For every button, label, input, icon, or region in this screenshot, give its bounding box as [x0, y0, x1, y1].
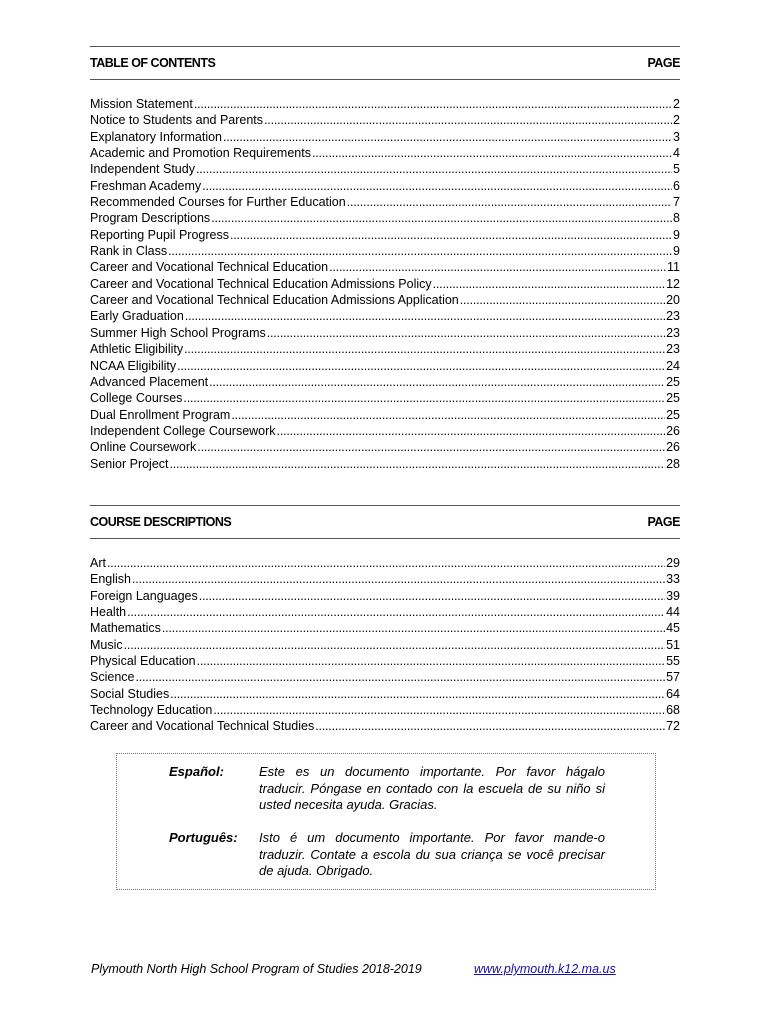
dot-leader — [315, 718, 665, 734]
entry-title: Mission Statement — [90, 97, 193, 111]
dot-leader — [329, 259, 666, 275]
toc-entry[interactable] — [90, 243, 680, 259]
entry-title: NCAA Eligibility — [90, 358, 177, 373]
toc-entry[interactable] — [90, 407, 680, 423]
entry-title: Early Graduation — [90, 309, 184, 324]
toc-entry[interactable] — [90, 390, 680, 406]
dot-leader — [213, 702, 665, 718]
portuguese-label: Português: — [169, 830, 238, 845]
toc-entry[interactable] — [90, 588, 680, 604]
entry-page-number: 25 — [666, 407, 680, 422]
entry-title: College Courses — [90, 391, 183, 406]
entry-title: English — [90, 572, 131, 587]
dot-leader — [124, 637, 665, 653]
toc-entry[interactable] — [90, 555, 680, 571]
dot-leader — [184, 341, 665, 357]
entry-page-number: 23 — [666, 309, 680, 324]
toc-entry[interactable] — [90, 210, 680, 226]
entry-title: Foreign Languages — [90, 588, 198, 603]
dot-leader — [312, 145, 672, 161]
entry-page-number: 68 — [666, 703, 680, 718]
toc-header — [90, 46, 680, 80]
toc-entry[interactable] — [90, 637, 680, 653]
dot-leader — [277, 423, 666, 439]
entry-title: Career and Vocational Technical Education — [90, 260, 329, 275]
footer-title: Plymouth North High School Program of Studies 2018-2019 — [91, 962, 422, 976]
entry-title: Independent Study — [90, 162, 195, 177]
toc-entry[interactable] — [90, 686, 680, 702]
entry-page-number: 64 — [666, 686, 680, 701]
courses-page-label: PAGE — [647, 515, 680, 529]
portuguese-text: Isto é um documento importante. Por favor mande-o traduzir. Contate a escola du sua criança se você precisar de ajuda. Obrigado. — [259, 830, 605, 878]
dot-leader — [168, 243, 672, 259]
entry-title: Career and Vocational Technical Education Admissions Policy — [90, 276, 432, 291]
dot-leader — [223, 129, 672, 145]
courses-heading: COURSE DESCRIPTIONS — [90, 515, 232, 529]
dot-leader — [264, 112, 672, 128]
dot-leader — [209, 374, 665, 390]
entry-page-number: 28 — [666, 456, 680, 471]
spanish-text: Este es un documento importante. Por favor hágalo traducir. Póngase en contado con la escuela de su niño si usted necesita ayuda. Gracias. — [259, 764, 605, 812]
toc-entry[interactable] — [90, 620, 680, 636]
toc-entry[interactable] — [90, 374, 680, 390]
entry-page-number: 25 — [666, 391, 680, 406]
dot-leader — [196, 161, 672, 177]
dot-leader — [177, 358, 665, 374]
toc-entry[interactable] — [90, 358, 680, 374]
toc-entry[interactable] — [90, 653, 680, 669]
entry-title: Technology Education — [90, 703, 213, 718]
entry-page-number: 23 — [666, 342, 680, 357]
toc-entry[interactable] — [90, 423, 680, 439]
entry-page-number: 20 — [666, 293, 680, 308]
toc-entry[interactable] — [90, 276, 680, 292]
dot-leader — [185, 308, 665, 324]
entry-title: Program Descriptions — [90, 211, 211, 226]
entry-page-number: 24 — [666, 358, 680, 373]
toc-entry[interactable] — [90, 178, 680, 194]
entry-title: Freshman Academy — [90, 178, 202, 193]
dot-leader — [127, 604, 665, 620]
toc-entry[interactable] — [90, 292, 680, 308]
dot-leader — [433, 276, 665, 292]
entry-page-number: 7 — [673, 195, 680, 210]
entry-title: Academic and Promotion Requirements — [90, 146, 311, 161]
entry-title: Senior Project — [90, 456, 169, 471]
toc-entry[interactable] — [90, 718, 680, 734]
entry-page-number: 26 — [666, 423, 680, 438]
entry-title: Career and Vocational Technical Studies — [90, 719, 315, 734]
entry-page-number: 9 — [673, 244, 680, 259]
entry-page-number: 33 — [666, 572, 680, 587]
entry-title: Athletic Eligibility — [90, 342, 184, 357]
entry-page-number: 6 — [673, 178, 680, 193]
entry-title: Online Coursework — [90, 440, 197, 455]
dot-leader — [202, 178, 672, 194]
toc-entry[interactable] — [90, 439, 680, 455]
dot-leader — [347, 194, 672, 210]
courses-list — [90, 555, 680, 735]
entry-page-number: 29 — [666, 556, 680, 570]
toc-entry[interactable] — [90, 702, 680, 718]
entry-title: Career and Vocational Technical Education Admissions Application — [90, 293, 459, 308]
entry-title: Physical Education — [90, 654, 196, 669]
entry-page-number: 3 — [673, 129, 680, 144]
dot-leader — [199, 588, 665, 604]
entry-page-number: 4 — [673, 146, 680, 161]
dot-leader — [197, 439, 665, 455]
toc-list — [90, 96, 680, 472]
dot-leader — [170, 456, 666, 472]
entry-page-number: 9 — [673, 227, 680, 242]
toc-entry[interactable] — [90, 456, 680, 472]
entry-title: Recommended Courses for Further Education — [90, 195, 346, 210]
entry-title: Notice to Students and Parents — [90, 113, 264, 128]
entry-page-number: 45 — [666, 621, 680, 636]
toc-entry[interactable] — [90, 112, 680, 128]
toc-page-label: PAGE — [647, 56, 680, 70]
entry-title: Rank in Class — [90, 244, 168, 259]
dot-leader — [230, 227, 672, 243]
entry-title: Health — [90, 605, 127, 620]
dot-leader — [132, 571, 665, 587]
entry-page-number: 44 — [666, 605, 680, 620]
spanish-label: Español: — [169, 764, 224, 779]
dot-leader — [162, 620, 665, 636]
toc-entry[interactable] — [90, 259, 680, 275]
toc-entry[interactable] — [90, 96, 680, 112]
dot-leader — [231, 407, 665, 423]
dot-leader — [183, 390, 665, 406]
entry-title: Explanatory Information — [90, 129, 223, 144]
footer-url-link[interactable]: www.plymouth.k12.ma.us — [474, 962, 616, 976]
toc-entry[interactable] — [90, 571, 680, 587]
courses-header — [90, 505, 680, 539]
entry-title: Independent College Coursework — [90, 423, 276, 438]
entry-page-number: 51 — [666, 637, 680, 652]
toc-entry[interactable] — [90, 604, 680, 620]
translation-notice — [116, 753, 656, 890]
toc-entry[interactable] — [90, 194, 680, 210]
toc-entry[interactable] — [90, 669, 680, 685]
entry-title: Summer High School Programs — [90, 325, 266, 340]
dot-leader — [194, 96, 672, 112]
toc-entry[interactable] — [90, 227, 680, 243]
toc-entry[interactable] — [90, 145, 680, 161]
entry-page-number: 2 — [673, 97, 680, 111]
dot-leader — [135, 669, 665, 685]
entry-title: Music — [90, 637, 123, 652]
dot-leader — [267, 325, 665, 341]
entry-page-number: 8 — [673, 211, 680, 226]
entry-page-number: 11 — [667, 260, 680, 275]
entry-page-number: 55 — [666, 654, 680, 669]
toc-entry[interactable] — [90, 308, 680, 324]
toc-entry[interactable] — [90, 161, 680, 177]
entry-title: Mathematics — [90, 621, 161, 636]
entry-page-number: 26 — [666, 440, 680, 455]
entry-page-number: 23 — [666, 325, 680, 340]
dot-leader — [170, 686, 665, 702]
entry-page-number: 57 — [666, 670, 680, 685]
entry-title: Dual Enrollment Program — [90, 407, 231, 422]
dot-leader — [197, 653, 665, 669]
dot-leader — [211, 210, 672, 226]
toc-entry[interactable] — [90, 129, 680, 145]
entry-page-number: 2 — [673, 113, 680, 128]
dot-leader — [107, 555, 665, 571]
entry-page-number: 39 — [666, 588, 680, 603]
entry-title: Advanced Placement — [90, 374, 209, 389]
toc-entry[interactable] — [90, 325, 680, 341]
entry-page-number: 72 — [666, 719, 680, 734]
entry-page-number: 5 — [673, 162, 680, 177]
dot-leader — [460, 292, 665, 308]
entry-page-number: 25 — [666, 374, 680, 389]
entry-page-number: 12 — [666, 276, 680, 291]
entry-title: Science — [90, 670, 135, 685]
entry-title: Reporting Pupil Progress — [90, 227, 229, 242]
toc-entry[interactable] — [90, 341, 680, 357]
toc-heading: TABLE OF CONTENTS — [90, 56, 216, 70]
entry-title: Art — [90, 556, 106, 570]
entry-title: Social Studies — [90, 686, 170, 701]
